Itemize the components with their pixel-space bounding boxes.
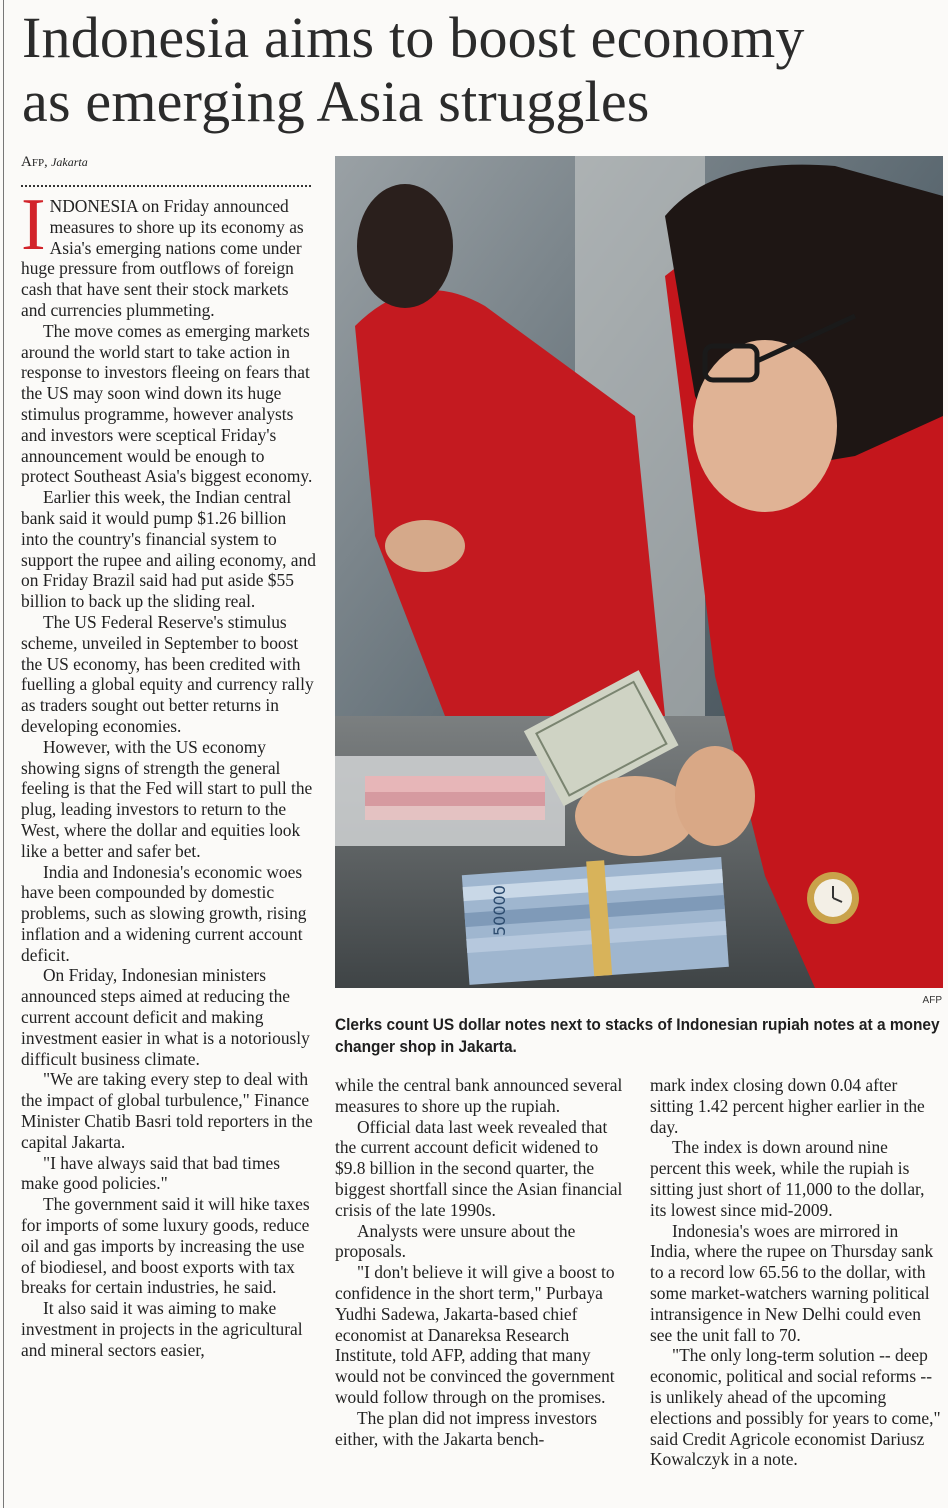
page-left-rule bbox=[3, 0, 4, 1508]
article-paragraph: It also said it was aiming to make investment in projects in the agricultural and mineral sectors easier, bbox=[21, 1298, 303, 1360]
photo-illustration bbox=[335, 156, 943, 988]
article-paragraph: mark index closing down 0.04 after sitting 1.42 percent higher earlier in the day. bbox=[650, 1075, 925, 1137]
article-paragraph: Indonesia's woes are mirrored in India, where the rupee on Thursday sank to a record low 65.56 to the dollar, with some market-watchers warning political intransigence in New Delhi could even see the unit fall to 70. bbox=[650, 1220, 934, 1345]
photo-caption: Clerks count US dollar notes next to stacks of Indonesian rupiah notes at a money changer shop in Jakarta. bbox=[335, 1015, 940, 1056]
byline-location: Jakarta bbox=[51, 155, 88, 169]
article-paragraph: Analysts were unsure about the proposals. bbox=[335, 1220, 576, 1262]
article-paragraph: However, with the US economy showing signs of strength the general feeling is that the Fed will start to pull the plug, leading investors to return to the West, where the dollar and equities look like a better and safer bet. bbox=[21, 736, 313, 861]
article-column-1 bbox=[21, 184, 317, 1361]
article-paragraph: while the central bank announced several measures to shore up the rupiah. bbox=[335, 1075, 623, 1116]
article-paragraph: Official data last week revealed that the current account deficit widened to $9.8 billion in the second quarter, the biggest shortfall since the Asian financial crisis of the late 1990s. bbox=[335, 1116, 623, 1220]
background-clerk-hair bbox=[357, 184, 453, 308]
byline-dotted-divider bbox=[21, 185, 311, 187]
article-paragraph: "I have always said that bad times make good policies." bbox=[21, 1152, 280, 1194]
article-paragraph: The index is down around nine percent this week, while the rupiah is sitting just short of 11,000 to the dollar, its lowest since mid-2009. bbox=[650, 1137, 925, 1220]
article-paragraph: "I don't believe it will give a boost to confidence in the short term," Purbaya Yudhi Sadewa, Jakarta-based chief economist at Danareksa Research Institute, told AFP, adding that many would not be convinced the government would follow through on the promises. bbox=[335, 1262, 615, 1407]
article-paragraph: The government said it will hike taxes for imports of some luxury goods, reduce oil and gas imports by increasing the use of biodiesel, and boost exports with tax breaks for certain industries, he said. bbox=[21, 1194, 310, 1298]
article-paragraph: Earlier this week, the Indian central bank said it would pump $1.26 billion into the country's financial system to support the rupee and ailing economy, and on Friday Brazil said had put aside $55 billion to back up the sliding real. bbox=[21, 487, 316, 612]
article-paragraph: "The only long-term solution -- deep economic, political and social reforms -- is unlikely ahead of the upcoming elections and possibly for years to come," said Credit Agricole economist Dariusz Kowalczyk in a note. bbox=[650, 1345, 941, 1470]
byline-agency: Afp bbox=[21, 154, 45, 170]
article-paragraph: The plan did not impress investors either, with the Jakarta bench- bbox=[335, 1407, 598, 1449]
headline bbox=[22, 6, 942, 134]
article-paragraph: The move comes as emerging markets around the world start to take action in response to investors fleeing on fears that the US may soon wind down its huge stimulus programme, however analysts and investors were sceptical Friday's announcement would be enough to protect Southeast Asia's biggest economy. bbox=[21, 320, 313, 487]
article-paragraph: On Friday, Indonesian ministers announced steps aimed at reducing the current account deficit and making investment easier in what is a notoriously difficult business climate. bbox=[21, 965, 310, 1069]
article-paragraph: NDONESIA on Friday announced measures to shore up its economy as Asia's emerging nations come under huge pressure from outflows of foreign cash that have sent their stock markets and currencies plummeting. bbox=[21, 196, 304, 320]
byline: Afp, Jakarta bbox=[21, 154, 88, 170]
banknote-stacks-pink bbox=[365, 776, 545, 820]
photo-credit: AFP bbox=[922, 995, 942, 1006]
foreground-clerk-face bbox=[693, 340, 837, 512]
article-paragraph: The US Federal Reserve's stimulus scheme, unveiled in September to boost the US economy, has been credited with fuelling a global equity and currency rally as traders sought out better returns in developing economies. bbox=[21, 611, 314, 736]
headline-line-2: as emerging Asia struggles bbox=[22, 69, 650, 134]
wristwatch-icon bbox=[807, 872, 859, 924]
article-paragraph: India and Indonesia's economic woes have been compounded by domestic problems, such as slowing growth, rising inflation and a widening current account deficit. bbox=[21, 861, 307, 965]
article-column-3 bbox=[650, 1075, 942, 1470]
article-paragraph: "We are taking every step to deal with the impact of global turbulence," Finance Minister Chatib Basri told reporters in the capital Jakarta. bbox=[21, 1069, 313, 1152]
rupiah-banknote-stack bbox=[462, 857, 729, 985]
article-column-2 bbox=[335, 1075, 631, 1449]
drop-cap: I bbox=[21, 184, 46, 266]
banknote-denomination: 50000 bbox=[490, 885, 509, 936]
headline-line-1: Indonesia aims to boost economy bbox=[22, 5, 805, 70]
news-photo bbox=[335, 156, 943, 988]
